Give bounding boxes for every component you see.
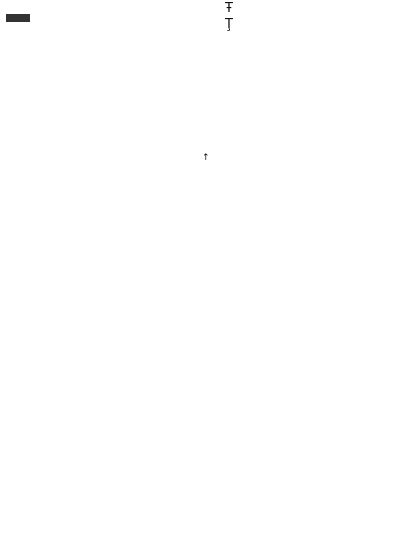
double-crochet-symbol-icon: Ŧ (225, 1, 233, 16)
post-stitch-symbol-icon: Ţ (225, 17, 233, 32)
arrow-up-icon: ↑ (202, 153, 210, 163)
